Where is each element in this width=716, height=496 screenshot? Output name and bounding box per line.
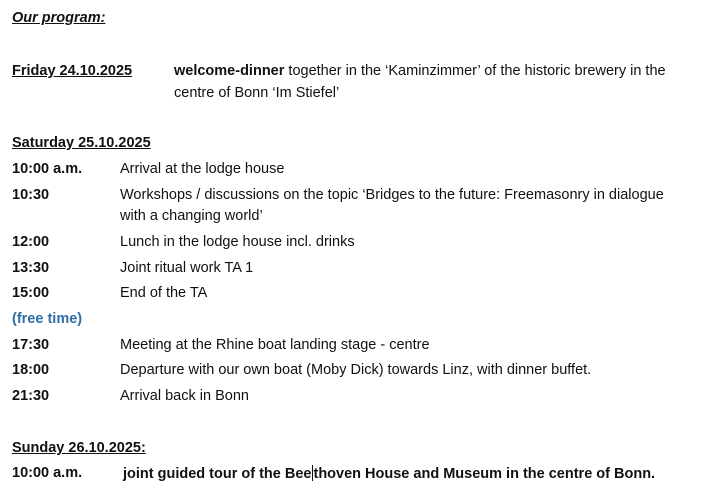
- schedule-text: Departure with our own boat (Moby Dick) towards Linz, with dinner buffet.: [120, 362, 592, 378]
- friday-highlight: welcome-dinner: [174, 63, 285, 79]
- schedule-text: Joint ritual work TA 1: [120, 260, 254, 276]
- schedule-text: Arrival at the lodge house: [120, 161, 285, 177]
- schedule-time: 10:00 a.m.: [12, 161, 83, 177]
- schedule-time: 18:00: [12, 362, 50, 378]
- sunday-text-start: joint guided tour of the Bee: [123, 466, 312, 482]
- schedule-text: Meeting at the Rhine boat landing stage - centre: [120, 337, 430, 353]
- friday-line1-text: together in the ‘Kaminzimmer’ of the historic brewery in the: [284, 63, 666, 79]
- sunday-description[interactable]: [123, 465, 655, 482]
- schedule-time: 21:30: [12, 388, 50, 404]
- schedule-text: Arrival back in Bonn: [120, 388, 249, 404]
- program-heading: Our program:: [12, 10, 106, 26]
- schedule-time: 13:30: [12, 260, 50, 276]
- free-time-label: (free time): [12, 311, 83, 327]
- sunday-date: Sunday 26.10.2025:: [12, 440, 146, 456]
- schedule-text: End of the TA: [120, 285, 208, 301]
- schedule-text: Lunch in the lodge house incl. drinks: [120, 234, 355, 250]
- friday-description-line2: centre of Bonn ‘Im Stiefel’: [174, 85, 340, 101]
- schedule-text: Workshops / discussions on the topic ‘Bridges to the future: Freemasonry in dialogue: [120, 187, 664, 203]
- sunday-text-end: thoven House and Museum in the centre of Bonn.: [313, 466, 656, 482]
- friday-date: Friday 24.10.2025: [12, 63, 133, 79]
- schedule-time: 17:30: [12, 337, 50, 353]
- saturday-date: Saturday 25.10.2025: [12, 135, 151, 151]
- schedule-time: 15:00: [12, 285, 50, 301]
- schedule-time: 10:30: [12, 187, 50, 203]
- schedule-time: 10:00 a.m.: [12, 465, 83, 481]
- schedule-text-continued: with a changing world’: [120, 208, 263, 224]
- schedule-time: 12:00: [12, 234, 50, 250]
- friday-description-line1: [174, 63, 666, 79]
